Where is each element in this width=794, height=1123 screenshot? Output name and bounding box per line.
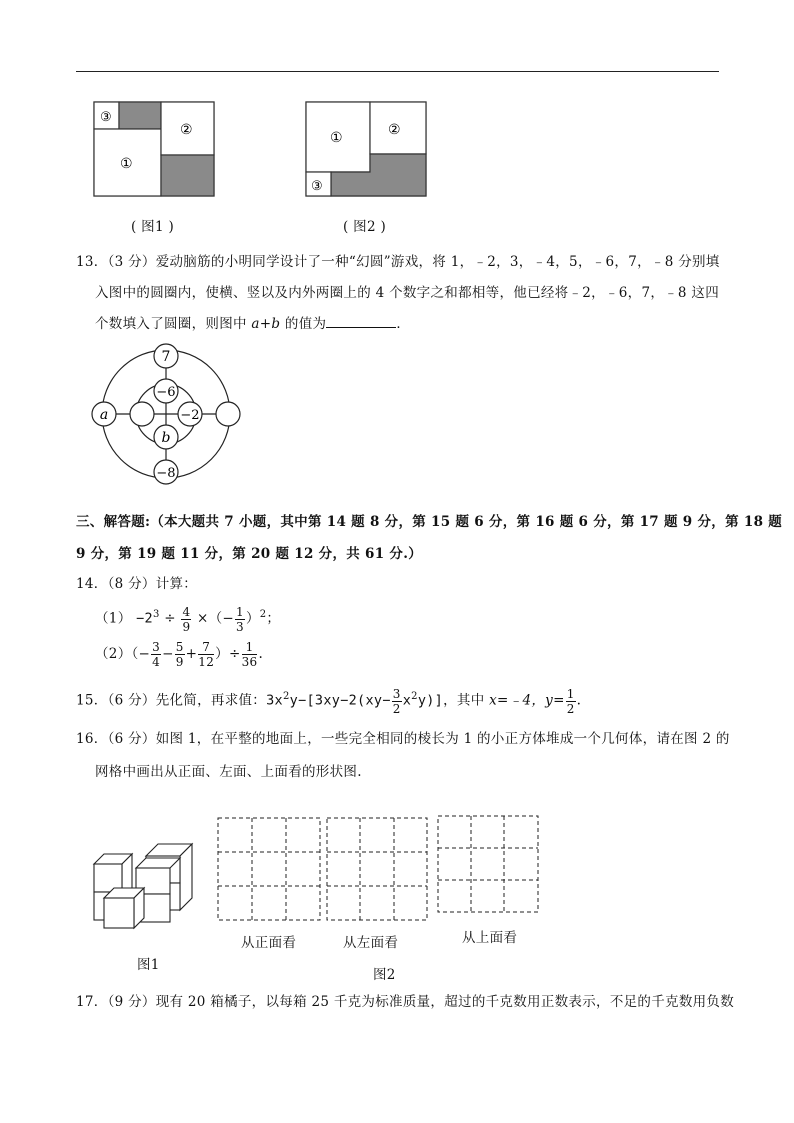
fig1-label: 图1 (137, 957, 160, 973)
q14-p1-frac2 (235, 606, 245, 633)
frac-den: 2 (392, 701, 401, 716)
frac-num: 7 (198, 641, 214, 655)
fig2-region-3: ③ (311, 179, 323, 194)
q15-e2: y−[3xy−2(xy− (289, 692, 391, 709)
label-top-view: 从上面看 (462, 930, 518, 946)
q14-p1-div: ÷ (164, 610, 176, 627)
figure-1 (90, 100, 220, 200)
q14-p1-exp: 3 (152, 609, 160, 620)
frac-num: 5 (175, 640, 184, 654)
q14-p1-close: ） (245, 610, 260, 627)
q13-line3-pre: 个数填入了圆圈，则图中 (95, 316, 252, 332)
q14-p2-frac3 (198, 641, 214, 668)
q14-p2-end: . (258, 646, 264, 662)
magic-circle-diagram (88, 338, 248, 498)
q15-yval: y= (545, 692, 565, 709)
frac-num: 4 (182, 604, 191, 619)
q13-line3 (95, 312, 410, 332)
q14-p1-frac1 (181, 606, 191, 633)
q15-e3: x (402, 692, 412, 709)
circle-top-value: 7 (161, 349, 171, 365)
frac-num: 3 (152, 640, 161, 654)
q15-e1-exp: 2 (282, 691, 290, 702)
q15-xval: x=﹣4， (489, 692, 546, 709)
q15-e3-exp: 2 (411, 691, 418, 702)
header-rule (76, 71, 719, 72)
q15-pre: 15．（6 分）先化简，再求值： (76, 692, 267, 709)
q13-var: a+b (251, 316, 281, 332)
fig2-region-1: ① (330, 130, 343, 146)
q15-e1: 3x (266, 692, 283, 709)
q14-title: 14．（8 分）计算： (76, 576, 198, 592)
view-grids (214, 812, 544, 922)
q14-p2-frac1 (151, 641, 161, 668)
q14-p1-label: （1） (95, 610, 132, 627)
label-left-view: 从左面看 (343, 935, 399, 951)
figure-2 (302, 100, 432, 200)
q14-p2-frac4 (242, 641, 258, 668)
q14-p2-label: （2） (95, 646, 132, 662)
q15-y-frac (566, 688, 576, 715)
frac-den: 4 (152, 655, 161, 669)
q15-mid: ，其中 (443, 692, 490, 709)
q14-p2-op2: + (185, 646, 198, 662)
q15-e4: y)] (417, 692, 444, 709)
frac-num: 1 (236, 604, 244, 619)
cube-stack-figure (90, 838, 210, 938)
q14-p1-exp2: 2 (259, 609, 267, 620)
fig1-region-1: ① (120, 156, 133, 172)
frac-num: 1 (566, 686, 575, 701)
q13-line2: 入图中的圆圈内，使横、竖以及内外两圈上的 4 个数字之和都相等，他已经将﹣2，﹣6，7，﹣8 这四 (95, 285, 720, 301)
fig1-region-3: ③ (100, 110, 112, 125)
fig1-region-2: ② (180, 122, 193, 138)
q13-line3-post: 的值为 (280, 316, 327, 332)
frac-den: 9 (182, 619, 191, 634)
section3-line2: 9 分，第 19 题 11 分，第 20 题 12 分，共 61 分.） (76, 546, 423, 562)
q16-line1: 16．（6 分）如图 1，在平整的地面上，一些完全相同的棱长为 1 的小正方体堆成一个几何体，请在图 2 的 (76, 731, 730, 747)
frac-den: 2 (566, 701, 575, 716)
circle-bottom-value: −8 (156, 466, 176, 481)
answer-blank (326, 315, 396, 328)
q14-part2 (95, 640, 263, 668)
circle-left-var: a (99, 407, 109, 423)
q15-frac (392, 688, 402, 715)
q17-line1: 17．（9 分）现有 20 箱橘子，以每箱 25 千克为标准质量，超过的千克数用正数表示，不足的千克数用负数 (76, 994, 735, 1010)
fig2-caption: ( 图2 ) (343, 219, 387, 235)
q14-p1-base: −2 (136, 610, 153, 627)
frac-den: 9 (175, 655, 184, 669)
frac-num: 1 (242, 641, 258, 655)
fig1-caption: ( 图1 ) (131, 219, 175, 235)
q15-line (76, 683, 581, 715)
q13-line3-end: ． (396, 316, 411, 332)
frac-num: 3 (392, 686, 401, 701)
fig2-region-2: ② (388, 122, 401, 138)
q14-p2-close: ）÷ (215, 646, 241, 662)
frac-den: 3 (236, 619, 244, 634)
q14-p2-frac2 (175, 641, 185, 668)
fig2-label: 图2 (373, 967, 396, 983)
q14-p2-open: （− (131, 646, 151, 662)
section3-line1: 三、解答题:（本大题共 7 小题，其中第 14 题 8 分，第 15 题 6 分，第 16 题 6 分，第 17 题 9 分，第 18 题 (76, 514, 783, 530)
q14-part1 (95, 601, 280, 633)
circle-inner-top-value: −6 (156, 385, 176, 400)
q14-p1-times: ×（− (196, 610, 234, 627)
q15-end: . (576, 692, 582, 709)
q14-p2-op1: − (162, 646, 174, 662)
frac-den: 36 (241, 655, 258, 669)
frac-den: 12 (198, 655, 215, 669)
q14-p1-end: ； (266, 610, 281, 627)
q16-line2: 网格中画出从正面、左面、上面看的形状图. (95, 764, 362, 780)
circle-inner-bottom-var: b (161, 430, 171, 446)
label-front-view: 从正面看 (241, 935, 297, 951)
q13-line1: 13．（3 分）爱动脑筋的小明同学设计了一种“幻圆”游戏，将 1，﹣2，3，﹣4，5，﹣6，7，﹣8 分别填 (76, 254, 720, 270)
circle-inner-right-value: −2 (180, 408, 200, 423)
